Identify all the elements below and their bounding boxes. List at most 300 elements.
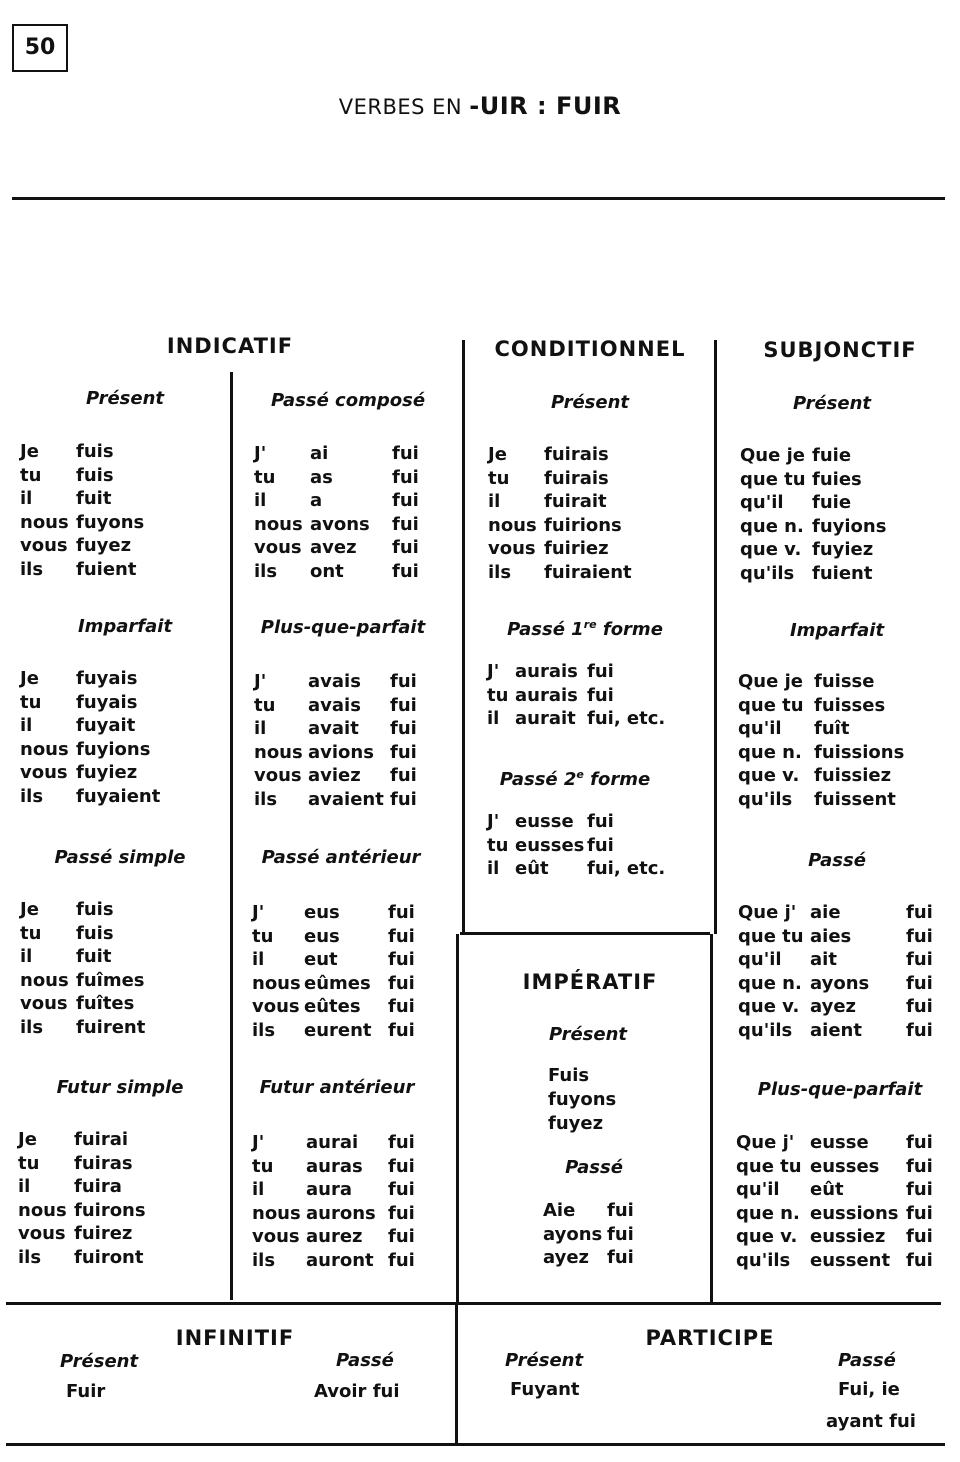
indicatif-futur-anterieur-label: Futur antérieur [259, 1077, 415, 1098]
conjugation-row [736, 1155, 933, 1179]
conjugation-row [254, 694, 417, 718]
auxiliary: eus [304, 925, 340, 947]
pronoun: que n. [738, 972, 802, 994]
verb-form: fuirez [74, 1223, 133, 1244]
infinitif-present-value: Fuir [66, 1381, 106, 1402]
conjugation-row [252, 925, 415, 949]
pronoun: ils [254, 788, 278, 810]
subjonctif-plus-que-parfait [736, 1131, 933, 1272]
pronoun: qu'il [736, 1179, 780, 1200]
conditionnel-passe2 [487, 810, 665, 881]
participe-present-label: Présent [505, 1350, 584, 1371]
pronoun: nous [254, 741, 303, 763]
pronoun: ils [252, 1249, 276, 1271]
pronoun: vous [254, 537, 302, 558]
verb-form: fuissiez [814, 765, 892, 786]
verb-form: fuiraient [544, 561, 632, 583]
verb-form: fuit [76, 488, 112, 509]
pronoun: J' [487, 811, 500, 832]
auxiliary: eût [515, 858, 549, 879]
conjugation-row [487, 834, 665, 858]
verb-form: fui [906, 1249, 933, 1271]
conditionnel-heading: CONDITIONNEL [494, 337, 686, 361]
verb-form: fuît [814, 718, 850, 739]
pronoun: ils [20, 1016, 44, 1038]
verb-form: fuyiez [812, 539, 874, 560]
conjugation-row [252, 948, 415, 972]
conjugation-row [488, 561, 632, 585]
subjonctif-imparfait [738, 670, 904, 811]
pronoun: vous [252, 1226, 300, 1247]
conjugation-row [20, 714, 160, 738]
rule-indicatif-inner [230, 372, 233, 1300]
conjugation-row [20, 667, 160, 691]
conjugation-row [254, 513, 419, 537]
auxiliary: avaient [308, 788, 384, 810]
conjugation-row [252, 972, 415, 996]
pronoun: tu [20, 464, 42, 486]
rule-indicatif-imperatif [456, 934, 459, 1304]
auxiliary: avait [308, 718, 359, 739]
verb-form: fuisses [814, 694, 886, 716]
verb-form: fuient [812, 562, 873, 584]
conjugation-row [254, 717, 417, 741]
conjugation-row [18, 1199, 146, 1223]
pronoun: ils [254, 560, 278, 582]
conjugation-row [252, 1019, 415, 1043]
indicatif-futur-simple-label: Futur simple [56, 1077, 184, 1098]
conjugation-row [18, 1152, 146, 1176]
pronoun: Je [20, 441, 39, 462]
pronoun: Je [18, 1129, 37, 1150]
conjugation-row [736, 1178, 933, 1202]
subjonctif-imparfait-label: Imparfait [789, 620, 885, 641]
conditionnel-passe1-label: Passé 1re forme [507, 618, 663, 640]
pronoun: Que je [740, 445, 805, 466]
conjugation-row [20, 558, 144, 582]
auxiliary: aurais [515, 684, 578, 706]
verb-form: fuissions [814, 741, 905, 763]
pronoun: ayons [543, 1223, 603, 1245]
pronoun: vous [252, 996, 300, 1017]
verb-form: fui [388, 1179, 415, 1200]
conjugation-row [738, 694, 904, 718]
conjugation-row [20, 738, 160, 762]
auxiliary: aura [306, 1179, 352, 1200]
conjugation-row [487, 660, 665, 684]
verb-form: fui [388, 1202, 415, 1224]
pronoun: que tu [740, 468, 806, 490]
imperatif-present-label: Présent [548, 1024, 628, 1045]
auxiliary: eussiez [810, 1226, 886, 1247]
verb-form: fuirais [544, 444, 609, 465]
auxiliary: eus [304, 902, 340, 923]
pronoun: Je [20, 668, 39, 689]
verb-form: fui [388, 1226, 415, 1247]
verb-form: fui [388, 1249, 415, 1271]
indicatif-passe-simple-label: Passé simple [54, 847, 186, 868]
pronoun: vous [488, 538, 536, 559]
auxiliary: avais [308, 694, 361, 716]
conjugation-row [20, 487, 144, 511]
conjugation-row [252, 901, 415, 925]
verb-form: fui [906, 1226, 933, 1247]
conjugation-row [254, 442, 419, 466]
verb-form: fui [388, 949, 415, 970]
verb-form: fuyions [76, 738, 151, 760]
pronoun: que v. [738, 996, 800, 1017]
verb-form: fuira [74, 1176, 122, 1197]
pronoun: il [488, 491, 501, 512]
pronoun: Que j' [738, 902, 797, 923]
pronoun: nous [488, 514, 537, 536]
conjugation-row [252, 1155, 415, 1179]
verb-form: fui [388, 925, 415, 947]
pronoun: qu'ils [738, 1019, 793, 1041]
auxiliary: avions [308, 741, 374, 763]
conjugation-row [252, 995, 415, 1019]
auxiliary: ayez [810, 996, 857, 1017]
pronoun: J' [252, 902, 265, 923]
rule-imperatif-subjonctif [710, 934, 713, 1304]
indicatif-futur-anterieur [252, 1131, 415, 1272]
conjugation-row [18, 1128, 146, 1152]
conjugation-row [252, 1225, 415, 1249]
verb-form: fuyait [76, 715, 136, 736]
verb-form: fuyez [76, 535, 132, 556]
pronoun: Que je [738, 671, 803, 692]
conditionnel-present [488, 443, 632, 584]
verb-form: fui [390, 741, 417, 763]
indicatif-passe-anterieur-label: Passé antérieur [261, 847, 421, 868]
conjugation-row [20, 440, 144, 464]
auxiliary: eût [810, 1179, 844, 1200]
verb-form: fui [607, 1247, 634, 1268]
pronoun: que tu [738, 694, 804, 716]
auxiliary: ait [810, 949, 837, 970]
auxiliary: aie [810, 902, 841, 923]
conjugation-row [487, 857, 665, 881]
verb-form: fui [392, 537, 419, 558]
participe-passe-value: Fui, ie [838, 1379, 900, 1400]
auxiliary: avez [310, 537, 357, 558]
pronoun: que n. [740, 515, 804, 537]
pronoun: Aie [543, 1200, 576, 1221]
verb-form: fui [906, 996, 933, 1017]
verb-form: fui [906, 949, 933, 970]
conjugation-row [20, 761, 160, 785]
infinitif-heading: INFINITIF [175, 1326, 295, 1350]
verb-form: fuîtes [76, 993, 135, 1014]
conjugation-row [20, 969, 145, 993]
conjugation-row [736, 1131, 933, 1155]
imperatif-passe [543, 1199, 634, 1270]
conjugation-row [738, 788, 904, 812]
pronoun: ils [20, 785, 44, 807]
pronoun: il [487, 858, 500, 879]
verb-form: fuirions [544, 514, 622, 536]
conjugation-row [20, 534, 144, 558]
participe-passe-label: Passé [838, 1350, 896, 1371]
pronoun: J' [254, 671, 267, 692]
pronoun: que v. [738, 765, 800, 786]
pronoun: qu'ils [736, 1249, 791, 1271]
pronoun: qu'ils [738, 788, 793, 810]
conjugation-row [543, 1246, 634, 1270]
bottom-rule [6, 1443, 945, 1446]
infinitif-present-label: Présent [60, 1351, 139, 1372]
auxiliary: aurons [306, 1202, 376, 1224]
conjugation-row [738, 741, 904, 765]
pronoun: Je [20, 899, 39, 920]
verb-form: fui [390, 718, 417, 739]
verb-form: fuyions [812, 515, 887, 537]
indicatif-present [20, 440, 144, 581]
auxiliary: aient [810, 1019, 862, 1041]
pronoun: il [254, 490, 267, 511]
verb-form: fui [587, 811, 614, 832]
auxiliary: eusse [810, 1132, 869, 1153]
pronoun: J' [487, 661, 500, 682]
verb-form: fui [587, 684, 614, 706]
conjugation-row [740, 515, 886, 539]
verb-form: fui [906, 1202, 933, 1224]
verb-form: fui [390, 788, 417, 810]
pronoun: ils [252, 1019, 276, 1041]
pronoun: tu [487, 684, 509, 706]
pronoun: nous [20, 738, 69, 760]
pronoun: tu [252, 925, 274, 947]
verb-form: fuie [812, 445, 852, 466]
pronoun: Que j' [736, 1132, 795, 1153]
imperative-form: fuyons [548, 1089, 617, 1110]
conjugation-row [20, 922, 145, 946]
verb-form: fui [388, 1155, 415, 1177]
pronoun: que tu [738, 925, 804, 947]
auxiliary: aies [810, 925, 852, 947]
participe-passe-value2: ayant fui [826, 1411, 916, 1432]
rule-indicatif-conditionnel [462, 340, 465, 934]
page-number: 50 [12, 24, 68, 72]
conjugation-row [738, 1019, 933, 1043]
subjonctif-present-label: Présent [792, 393, 872, 414]
verb-form: fui [388, 972, 415, 994]
conjugation-row [738, 995, 933, 1019]
top-rule [12, 197, 945, 200]
conjugation-row [736, 1202, 933, 1226]
indicatif-futur-simple [18, 1128, 146, 1269]
verb-form: fui [388, 1019, 415, 1041]
verb-form: fuyiez [76, 762, 138, 783]
conjugation-row [20, 898, 145, 922]
conjugation-row [18, 1246, 146, 1270]
pronoun: il [18, 1176, 31, 1197]
imperative-form: fuyez [548, 1113, 604, 1134]
pronoun: que n. [736, 1202, 800, 1224]
indicatif-passe-simple [20, 898, 145, 1039]
conjugation-row [254, 466, 419, 490]
auxiliary: aviez [308, 765, 361, 786]
auxiliary: aurais [515, 661, 578, 682]
verb-form: fuyais [76, 668, 138, 689]
subjonctif-passe [738, 901, 933, 1042]
conjugation-row [738, 901, 933, 925]
pronoun: nous [20, 969, 69, 991]
verb-form: fuis [76, 464, 114, 486]
conjugation-row [487, 707, 665, 731]
auxiliary: eûtes [304, 996, 361, 1017]
pronoun: qu'il [740, 492, 784, 513]
auxiliary: eussent [810, 1249, 891, 1271]
auxiliary: aurait [515, 708, 576, 729]
imperatif-present [548, 1064, 616, 1136]
pronoun: vous [20, 762, 68, 783]
indicatif-plus-que-parfait-label: Plus-que-parfait [260, 617, 426, 638]
verb-form: fuyons [76, 511, 145, 533]
verb-form: fuyais [76, 691, 138, 713]
page-title [0, 92, 960, 120]
pronoun: nous [18, 1199, 67, 1221]
verb-form: fuyaient [76, 785, 161, 807]
pronoun: il [252, 1179, 265, 1200]
conditionnel-present-label: Présent [550, 392, 630, 413]
conjugation-row [487, 810, 665, 834]
conjugation-row [740, 538, 886, 562]
subjonctif-heading: SUBJONCTIF [763, 338, 917, 362]
verb-form: fuient [76, 558, 137, 580]
participe-present-value: Fuyant [510, 1379, 580, 1400]
verb-form: fuiras [74, 1152, 133, 1174]
imperatif-passe-label: Passé [565, 1157, 623, 1178]
rule-conditionnel-subjonctif [714, 340, 717, 934]
verb-form: fuissent [814, 788, 896, 810]
conjugation-row [740, 468, 886, 492]
auxiliary: auront [306, 1249, 374, 1271]
auxiliary: eurent [304, 1019, 372, 1041]
participe-heading: PARTICIPE [645, 1326, 775, 1350]
pronoun: ils [20, 558, 44, 580]
conjugation-row [252, 1178, 415, 1202]
pronoun: tu [487, 834, 509, 856]
pronoun: nous [20, 511, 69, 533]
indicatif-passe-compose [254, 442, 419, 583]
conjugation-row [20, 511, 144, 535]
auxiliary: eûmes [304, 972, 371, 994]
pronoun: il [20, 946, 33, 967]
conjugation-row [254, 788, 417, 812]
subjonctif-present [740, 444, 886, 585]
indicatif-imparfait [20, 667, 160, 808]
auxiliary: auras [306, 1155, 363, 1177]
indicatif-present-label: Présent [85, 388, 165, 409]
auxiliary: aurez [306, 1226, 363, 1247]
conjugation-row [252, 1202, 415, 1226]
pronoun: tu [252, 1155, 274, 1177]
auxiliary: a [310, 490, 323, 511]
conjugation-row [738, 717, 904, 741]
imperative-form: Fuis [548, 1065, 590, 1086]
pronoun: qu'ils [740, 562, 795, 584]
conjugation-row [254, 741, 417, 765]
pronoun: il [20, 715, 33, 736]
subjonctif-passe-label: Passé [808, 850, 866, 871]
verb-form: fui [906, 1179, 933, 1200]
conjugation-row [736, 1249, 933, 1273]
conjugation-row [20, 1016, 145, 1040]
conjugation-row [740, 562, 886, 586]
auxiliary: eusse [515, 811, 574, 832]
indicatif-passe-compose-label: Passé composé [270, 390, 426, 411]
pronoun: tu [488, 467, 510, 489]
verb-form: fui [392, 513, 419, 535]
pronoun: nous [254, 513, 303, 535]
pronoun: qu'il [738, 949, 782, 970]
pronoun: vous [20, 993, 68, 1014]
verb-form: fui [906, 1019, 933, 1041]
subjonctif-plus-que-parfait-label: Plus-que-parfait [757, 1079, 923, 1100]
conjugation-row [254, 560, 419, 584]
conjugation-row [740, 491, 886, 515]
conjugation-row [20, 691, 160, 715]
rule-infinitif-participe [455, 1302, 458, 1446]
auxiliary: eusses [515, 834, 585, 856]
verb-form: fui [607, 1223, 634, 1245]
conjugation-row [487, 684, 665, 708]
verb-form: fui [392, 560, 419, 582]
pronoun: que tu [736, 1155, 802, 1177]
verb-form: fui [906, 925, 933, 947]
pronoun: tu [18, 1152, 40, 1174]
imperatif-heading: IMPÉRATIF [522, 970, 658, 994]
conjugation-row [488, 537, 632, 561]
pronoun: il [252, 949, 265, 970]
verb-form: fui [392, 466, 419, 488]
verb-form: fuirais [544, 467, 609, 489]
verb-form: fui [607, 1200, 634, 1221]
pronoun: ayez [543, 1247, 590, 1268]
conjugation-row [488, 514, 632, 538]
verb-form: fui, etc. [587, 708, 666, 729]
conjugation-row [740, 444, 886, 468]
verb-form: fui [906, 1132, 933, 1153]
verb-form: fui [388, 902, 415, 923]
auxiliary: ai [310, 443, 329, 464]
conjugation-row [738, 925, 933, 949]
verb-form: fuisse [814, 671, 875, 692]
title-prefix: VERBES EN [338, 95, 470, 119]
conjugation-row [20, 464, 144, 488]
verb-form: fuiront [74, 1246, 144, 1268]
verb-form: fui [906, 1155, 933, 1177]
pronoun: vous [20, 535, 68, 556]
conjugation-row [488, 490, 632, 514]
conjugation-row [543, 1223, 634, 1247]
pronoun: nous [252, 1202, 301, 1224]
verb-form: fui [906, 972, 933, 994]
verb-form: fuis [76, 922, 114, 944]
pronoun: que v. [740, 539, 802, 560]
verb-form: fuit [76, 946, 112, 967]
conjugation-row [252, 1131, 415, 1155]
indicatif-plus-que-parfait [254, 670, 417, 811]
pronoun: tu [254, 466, 276, 488]
indicatif-passe-anterieur [252, 901, 415, 1042]
verb-form: fui, etc. [587, 858, 666, 879]
conjugation-row [543, 1199, 634, 1223]
conjugation-row [254, 670, 417, 694]
conjugation-row [738, 670, 904, 694]
verb-form: fui [587, 834, 614, 856]
